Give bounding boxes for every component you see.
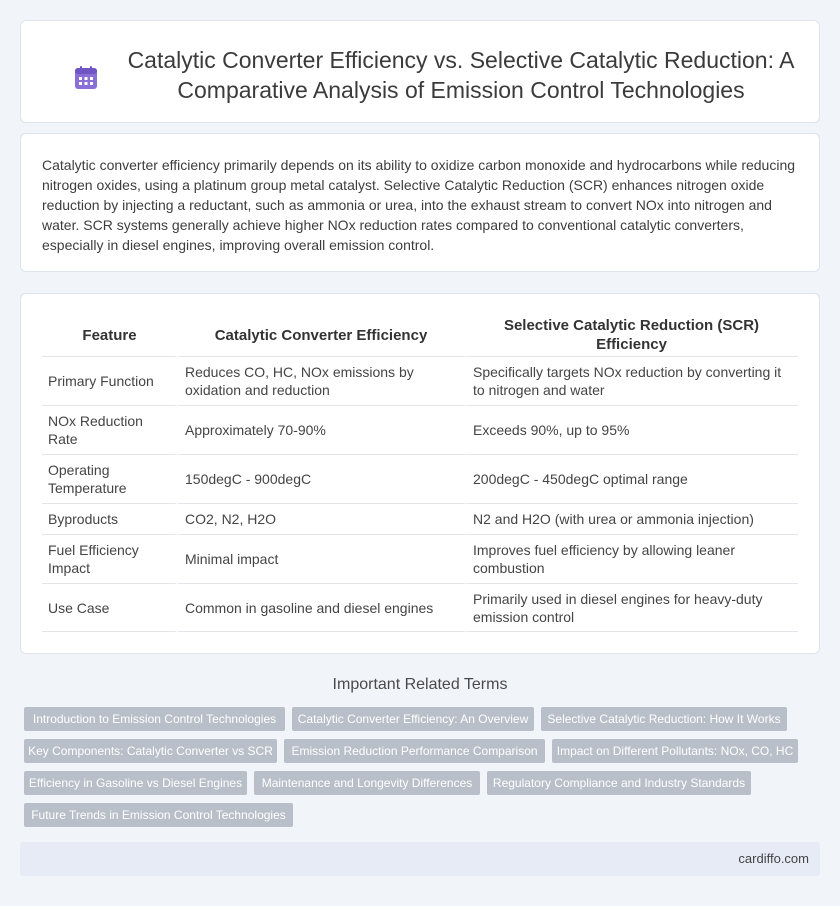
feature-cell: Fuel Efficiency Impact — [42, 534, 177, 583]
related-tag-link[interactable]: Maintenance and Longevity Differences — [254, 771, 480, 795]
footer-site-link[interactable]: cardiffo.com — [738, 851, 809, 866]
table-row — [42, 583, 798, 632]
scr-cell: N2 and H2O (with urea or ammonia injection) — [465, 503, 798, 534]
table-row — [42, 454, 798, 503]
scr-cell: Improves fuel efficiency by allowing leaner combustion — [465, 534, 798, 583]
related-tag-link[interactable]: Catalytic Converter Efficiency: An Overview — [292, 707, 534, 731]
feature-cell: Operating Temperature — [42, 454, 177, 503]
scr-cell: Specifically targets NOx reduction by converting it to nitrogen and water — [465, 356, 798, 405]
table-row — [42, 405, 798, 454]
page-title: Catalytic Converter Efficiency vs. Selective Catalytic Reduction: A Comparative Analysis of Emission Control Technologies — [127, 47, 795, 103]
title-card — [20, 20, 820, 123]
catalytic-cell: 150degC - 900degC — [177, 454, 465, 503]
catalytic-cell: CO2, N2, H2O — [177, 503, 465, 534]
feature-cell: NOx Reduction Rate — [42, 405, 177, 454]
feature-cell: Use Case — [42, 583, 177, 632]
feature-cell: Byproducts — [42, 503, 177, 534]
related-tag-link[interactable]: Future Trends in Emission Control Technologies — [24, 803, 293, 827]
table-row — [42, 503, 798, 534]
related-tag-link[interactable]: Emission Reduction Performance Comparison — [284, 739, 545, 763]
related-tag-link[interactable]: Key Components: Catalytic Converter vs SCR — [24, 739, 277, 763]
related-tag-link[interactable]: Efficiency in Gasoline vs Diesel Engines — [24, 771, 247, 795]
footer — [20, 842, 820, 876]
header-catalytic-converter: Catalytic Converter Efficiency — [214, 326, 428, 344]
scr-cell: Exceeds 90%, up to 95% — [465, 405, 798, 454]
comparison-table-card — [20, 293, 820, 654]
related-terms-heading: Important Related Terms — [332, 676, 508, 693]
table-row — [42, 534, 798, 583]
catalytic-cell: Common in gasoline and diesel engines — [177, 583, 465, 632]
scr-cell: Primarily used in diesel engines for heavy-duty emission control — [465, 583, 798, 632]
table-header-row — [42, 314, 798, 356]
feature-cell: Primary Function — [42, 356, 177, 405]
related-tag-link[interactable]: Regulatory Compliance and Industry Standards — [487, 771, 751, 795]
related-tag-link[interactable]: Impact on Different Pollutants: NOx, CO, HC — [552, 739, 798, 763]
related-tag-link[interactable]: Introduction to Emission Control Technologies — [24, 707, 285, 731]
header-scr: Selective Catalytic Reduction (SCR) Efficiency — [503, 317, 760, 353]
intro-card — [20, 133, 820, 272]
catalytic-cell: Minimal impact — [177, 534, 465, 583]
table-row — [42, 356, 798, 405]
calendar-icon — [73, 65, 99, 91]
scr-cell: 200degC - 450degC optimal range — [465, 454, 798, 503]
intro-paragraph: Catalytic converter efficiency primarily depends on its ability to oxidize carbon monoxide and hydrocarbons while reducing nitrogen oxides, using a platinum group metal catalyst. Selective Catalytic Reduction (SCR) enhances nitrogen oxide reduction by injecting a reductant, such as ammonia or urea, into the exhaust stream to convert NOx into nitrogen and water. SCR systems generally achieve higher NOx reduction rates compared to conventional catalytic converters, especially in diesel engines, improving overall emission control. — [42, 157, 796, 253]
related-tag-link[interactable]: Selective Catalytic Reduction: How It Works — [541, 707, 787, 731]
comparison-table — [42, 314, 798, 632]
catalytic-cell: Approximately 70-90% — [177, 405, 465, 454]
catalytic-cell: Reduces CO, HC, NOx emissions by oxidation and reduction — [177, 356, 465, 405]
header-feature: Feature — [82, 326, 137, 344]
